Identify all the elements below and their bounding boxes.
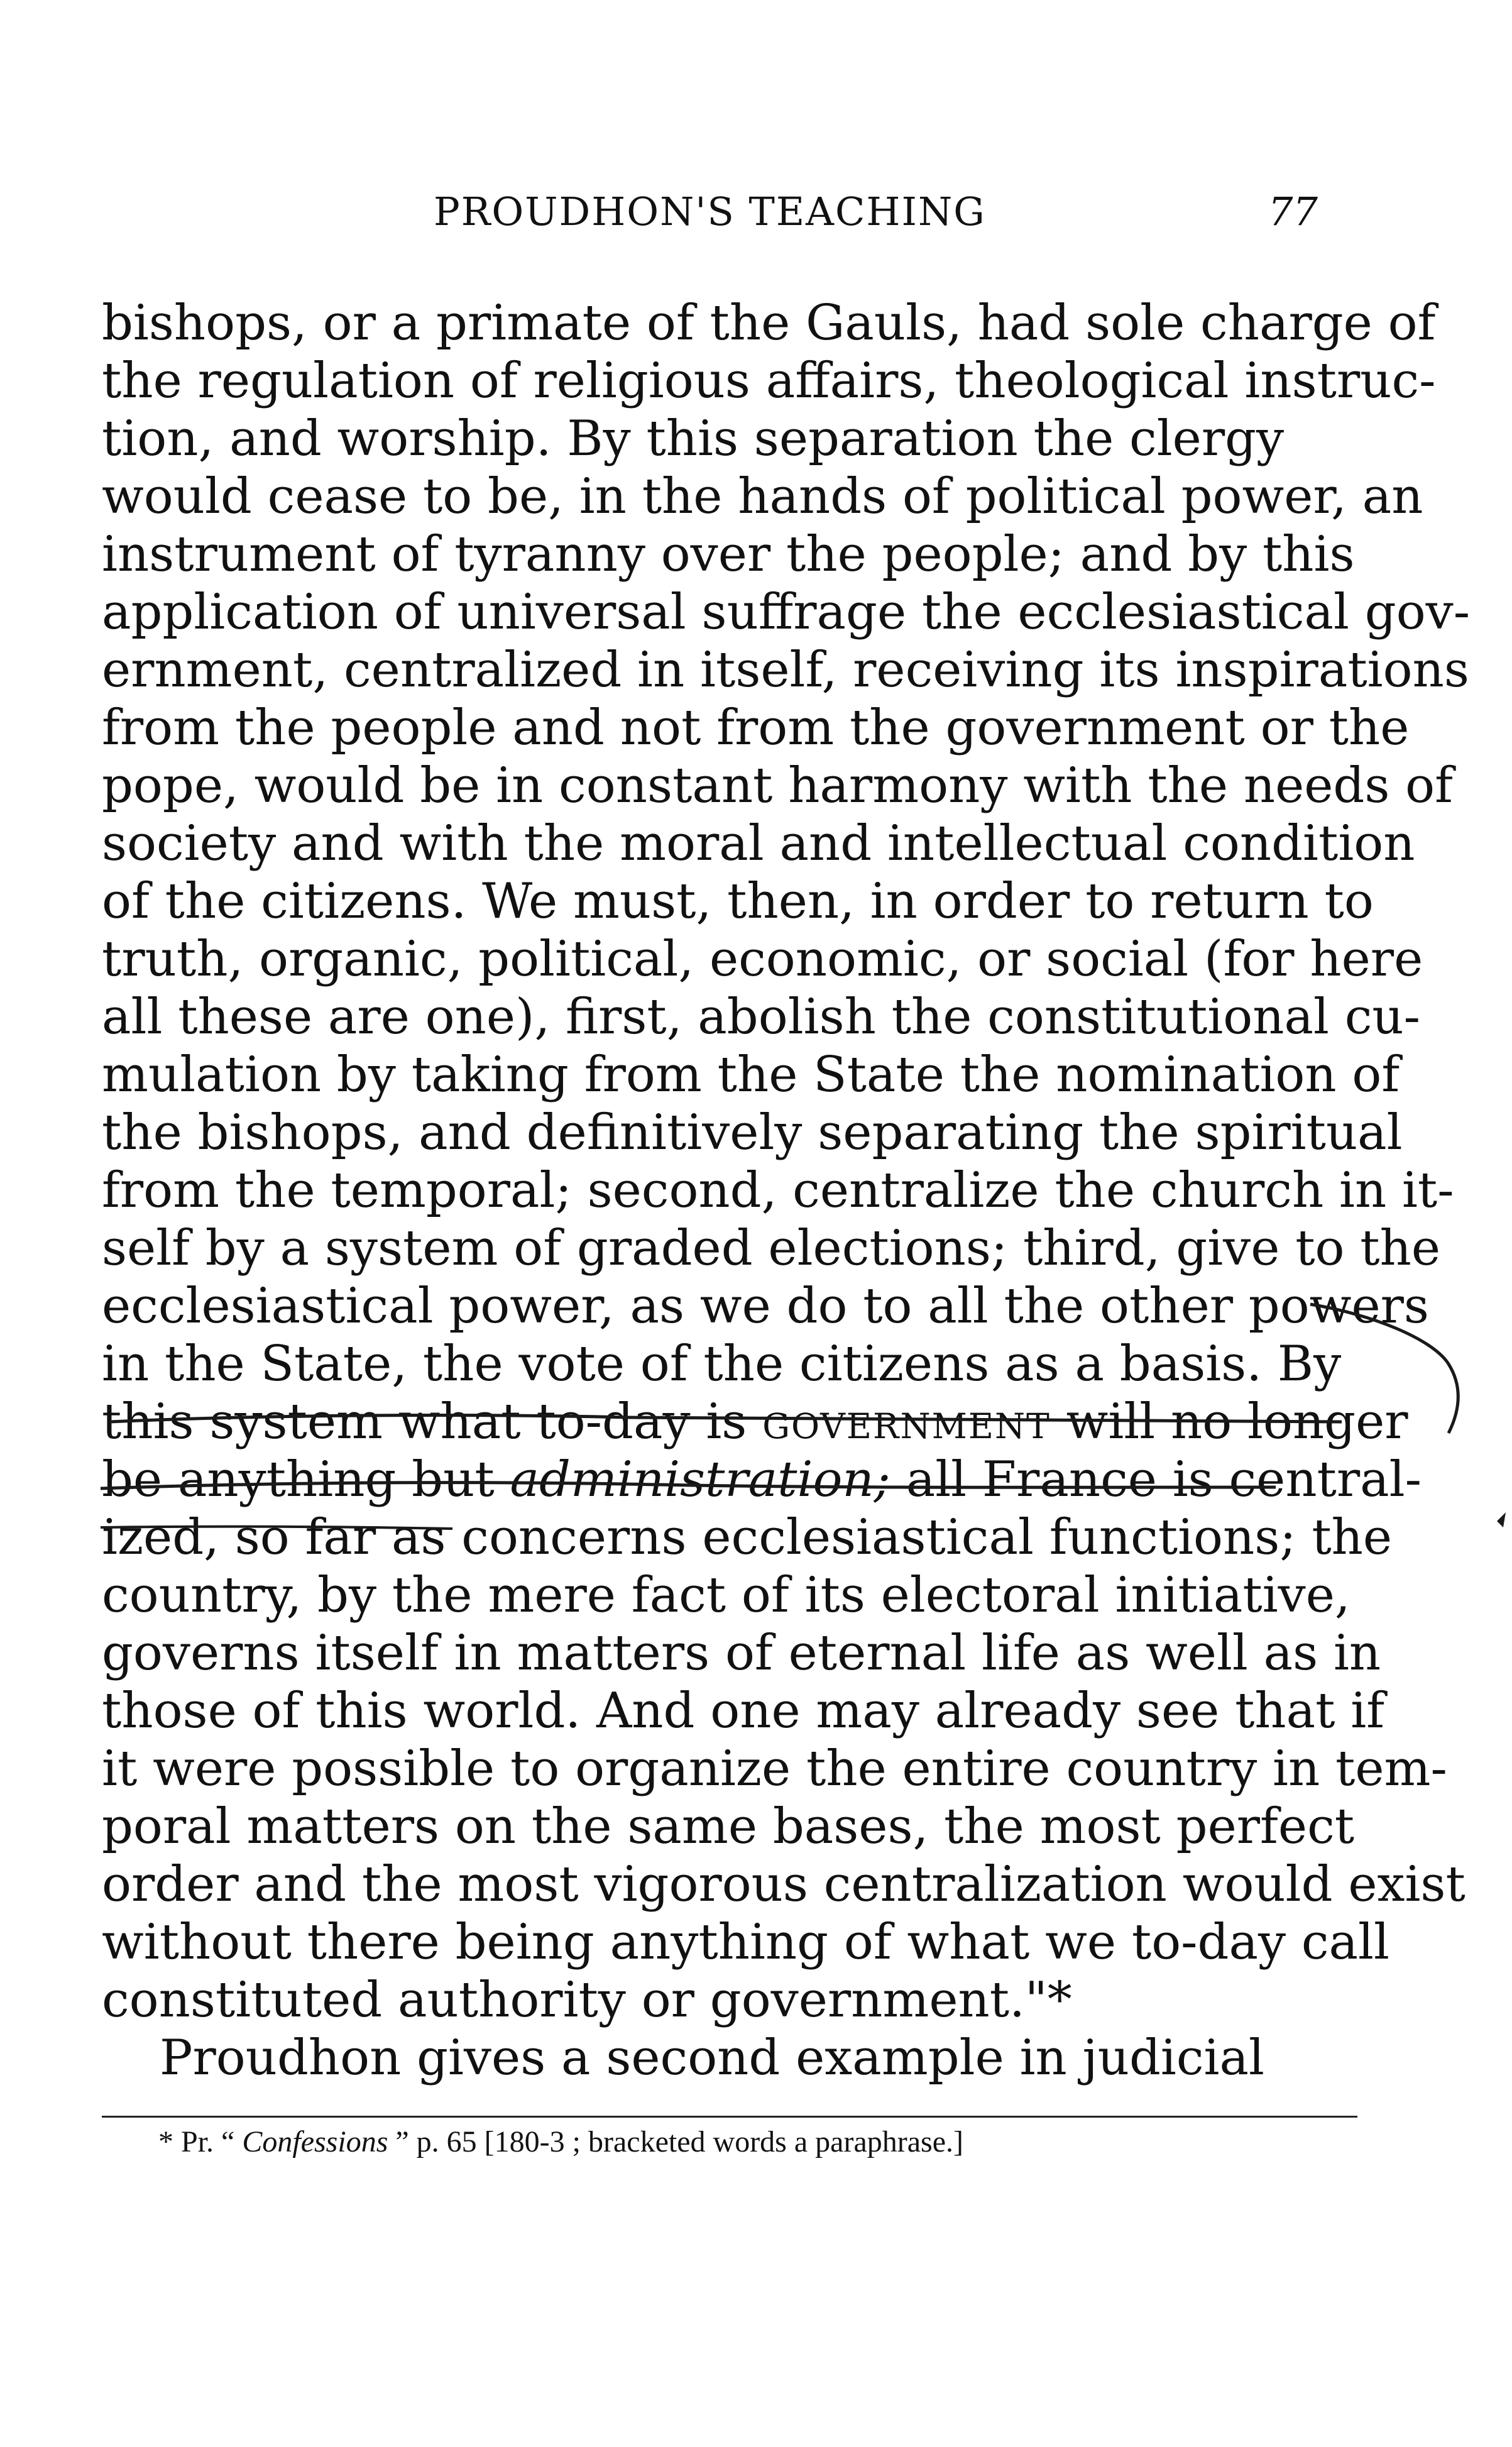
text-line: those of this world. And one may already see that if bbox=[102, 1683, 1385, 1739]
text-line: instrument of tyranny over the people; and by this bbox=[102, 526, 1355, 583]
text-line-underlined bbox=[102, 1451, 1422, 1509]
text-line: order and the most vigorous centralization would exist bbox=[102, 1856, 1465, 1913]
text-line: society and with the moral and intellectual condition bbox=[102, 815, 1415, 872]
text-line: ized, so far as concerns ecclesiastical functions; the bbox=[102, 1509, 1393, 1566]
text-line: tion, and worship. By this separation the clergy bbox=[102, 410, 1285, 467]
text-line: ernment, centralized in itself, receiving its inspirations bbox=[102, 642, 1469, 698]
italic-word: administration; bbox=[510, 1451, 890, 1508]
text-line: poral matters on the same bases, the most perfect bbox=[102, 1798, 1355, 1855]
text-line: without there being anything of what we to-day call bbox=[102, 1914, 1389, 1971]
body-text bbox=[102, 294, 1471, 2087]
text-line: governs itself in matters of eternal life as well as in bbox=[102, 1625, 1381, 1681]
line-segment: be anything but bbox=[102, 1451, 510, 1508]
paragraph-start-line: Proudhon gives a second example in judicial bbox=[160, 2030, 1264, 2086]
text-line: constituted authority or government."* bbox=[102, 1972, 1072, 2028]
text-line: application of universal suffrage the ecclesiastical gov- bbox=[102, 584, 1471, 641]
text-line: in the State, the vote of the citizens as a basis. By bbox=[102, 1336, 1342, 1392]
line-segment: all France is central- bbox=[890, 1451, 1422, 1508]
footnote bbox=[158, 2125, 963, 2159]
text-line: from the people and not from the government or the bbox=[102, 700, 1410, 756]
text-line: the bishops, and definitively separating the spiritual bbox=[102, 1104, 1403, 1161]
text-line-underlined bbox=[102, 1393, 1408, 1451]
text-line: the regulation of religious affairs, theological instruc- bbox=[102, 353, 1436, 409]
line-segment: will no longer bbox=[1050, 1394, 1408, 1450]
text-line: it were possible to organize the entire country in tem- bbox=[102, 1740, 1447, 1797]
page-number: 77 bbox=[1268, 189, 1318, 234]
margin-mark bbox=[1497, 1512, 1506, 1527]
text-line: pope, would be in constant harmony with the needs of bbox=[102, 757, 1453, 814]
text-line: all these are one), first, abolish the constitutional cu- bbox=[102, 989, 1420, 1045]
text-line: ecclesiastical power, as we do to all the other powers bbox=[102, 1278, 1429, 1334]
text-line: country, by the mere fact of its electoral initiative, bbox=[102, 1567, 1350, 1624]
running-title: PROUDHON'S TEACHING bbox=[434, 189, 986, 234]
text-line: of the citizens. We must, then, in order to return to bbox=[102, 873, 1374, 930]
text-line: self by a system of graded elections; third, give to the bbox=[102, 1220, 1441, 1277]
footnote-prefix: * Pr. “ bbox=[158, 2125, 243, 2158]
line-segment: this system what to-day is bbox=[102, 1394, 763, 1450]
text-line: would cease to be, in the hands of political power, an bbox=[102, 468, 1423, 525]
emphasized-word: government bbox=[762, 1394, 1051, 1450]
text-line: truth, organic, political, economic, or social (for here bbox=[102, 931, 1423, 987]
text-line: from the temporal; second, centralize the church in it- bbox=[102, 1162, 1454, 1219]
footnote-title: Confessions bbox=[242, 2125, 388, 2158]
footnote-suffix: ” p. 65 [180-3 ; bracketed words a paraphrase.] bbox=[388, 2125, 964, 2158]
page-header bbox=[0, 189, 1512, 245]
text-line: mulation by taking from the State the nomination of bbox=[102, 1047, 1400, 1103]
footnote-rule bbox=[102, 2116, 1357, 2118]
text-line: bishops, or a primate of the Gauls, had sole charge of bbox=[102, 295, 1436, 351]
